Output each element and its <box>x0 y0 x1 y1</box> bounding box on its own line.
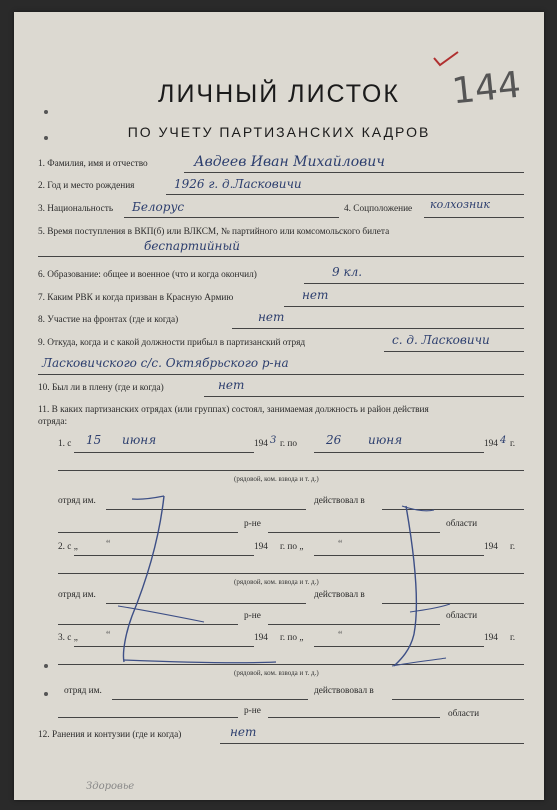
field-12-label: 12. Ранения и контузии (где и когда) <box>38 730 182 740</box>
row-1-otryad: отряд им. <box>58 496 96 506</box>
field-8-value: нет <box>258 310 285 324</box>
field-5-label: 5. Время поступления в ВКП(б) или ВЛКСМ, № партийного или комсомольского билета <box>38 227 390 237</box>
row-1-year-prefix-2: 194 <box>484 439 498 449</box>
row-2-rank-hint: (рядовой, ком. взвода и т. д.) <box>234 578 319 586</box>
field-6-label: 6. Образование: общее и военное (что и когда окончил) <box>38 270 257 280</box>
row-3-quote-2: “ <box>338 630 343 641</box>
row-1-from-month: июня <box>122 433 157 447</box>
row-1-num: 1. с <box>58 439 72 449</box>
row-3-po: г. по „ <box>280 633 304 643</box>
row-1-to-month: июня <box>368 433 403 447</box>
row-3-year-prefix-2: 194 <box>484 633 498 643</box>
field-2-value: 1926 г. д.Ласковичи <box>174 177 302 191</box>
field-7-label: 7. Каким РВК и когда призван в Красную Армию <box>38 293 234 303</box>
field-6-value: 9 кл. <box>332 265 363 279</box>
field-3-value: Белорус <box>132 200 185 214</box>
row-3-num: 3. с „ <box>58 633 78 643</box>
field-2-label: 2. Год и место рождения <box>38 181 135 191</box>
field-9-value-2: Ласковичского с/с. Октябрьского р-на <box>42 356 289 370</box>
row-1-from-year: 3 <box>270 435 277 446</box>
row-2-rne: р-не <box>244 611 261 621</box>
punch-hole-3 <box>44 664 48 668</box>
field-7-value: нет <box>302 288 329 302</box>
field-4-value: колхозник <box>430 198 490 211</box>
row-2-quote-2: “ <box>338 539 343 550</box>
row-1-po: г. по <box>280 439 298 449</box>
row-2-oblasti: области <box>446 611 478 621</box>
row-2-year-prefix: 194 <box>254 542 268 552</box>
row-1-to-day: 26 <box>326 433 342 447</box>
row-3-quote: “ <box>106 630 111 641</box>
punch-hole-1 <box>44 110 48 114</box>
punch-hole-4 <box>44 692 48 696</box>
field-5-value: беспартийный <box>144 239 240 253</box>
row-3-suffix: г. <box>510 633 516 643</box>
row-2-quote: “ <box>106 539 111 550</box>
field-4-label: 4. Соцположение <box>344 204 413 214</box>
field-12-value: нет <box>230 725 257 739</box>
document-sheet <box>14 12 544 800</box>
field-11-label-2: отряда: <box>38 417 68 427</box>
row-3-rank-hint: (рядовой, ком. взвода и т. д.) <box>234 669 319 677</box>
row-1-rne: р-не <box>244 519 261 529</box>
row-3-year-prefix: 194 <box>254 633 268 643</box>
row-3-rne: р-не <box>244 706 261 716</box>
document-title: ЛИЧНЫЙ ЛИСТОК <box>158 80 400 108</box>
row-2-year-prefix-2: 194 <box>484 542 498 552</box>
field-11-label: 11. В каких партизанских отрядах (или группах) состоял, занимаемая должность и район действия <box>38 405 429 415</box>
row-2-po: г. по „ <box>280 542 304 552</box>
row-2-deystvoval: действовал в <box>314 590 365 600</box>
punch-hole-2 <box>44 136 48 140</box>
field-9-value: с. д. Ласковичи <box>392 333 490 347</box>
row-1-to-year: 4 <box>500 435 507 446</box>
row-3-deystvoval: действововал в <box>314 686 374 696</box>
row-1-rank-hint: (рядовой, ком. взвода и т. д.) <box>234 475 319 483</box>
row-2-num: 2. с „ <box>58 542 78 552</box>
field-10-label: 10. Был ли в плену (где и когда) <box>38 383 164 393</box>
row-2-suffix: г. <box>510 542 516 552</box>
field-9-label: 9. Откуда, когда и с какой должности прибыл в партизанский отряд <box>38 338 306 348</box>
page-number: 144 <box>450 64 523 113</box>
row-1-from-day: 15 <box>86 433 102 447</box>
row-2-otryad: отряд им. <box>58 590 96 600</box>
field-3-label: 3. Национальность <box>38 204 114 214</box>
cancel-strokes <box>14 12 544 800</box>
row-3-otryad: отряд им. <box>64 686 102 696</box>
row-1-suffix: г. <box>510 439 516 449</box>
footer-note: Здоровье <box>86 781 135 792</box>
field-10-value: нет <box>218 378 245 392</box>
row-1-year-prefix: 194 <box>254 439 268 449</box>
row-1-deystvoval: действовал в <box>314 496 365 506</box>
field-8-label: 8. Участие на фронтах (где и когда) <box>38 315 179 325</box>
field-1-label: 1. Фамилия, имя и отчество <box>38 159 148 169</box>
document-subtitle: ПО УЧЕТУ ПАРТИЗАНСКИХ КАДРОВ <box>127 124 431 140</box>
field-1-value: Авдеев Иван Михайлович <box>194 154 385 170</box>
row-1-oblasti: области <box>446 519 478 529</box>
row-3-oblasti: области <box>448 709 480 719</box>
